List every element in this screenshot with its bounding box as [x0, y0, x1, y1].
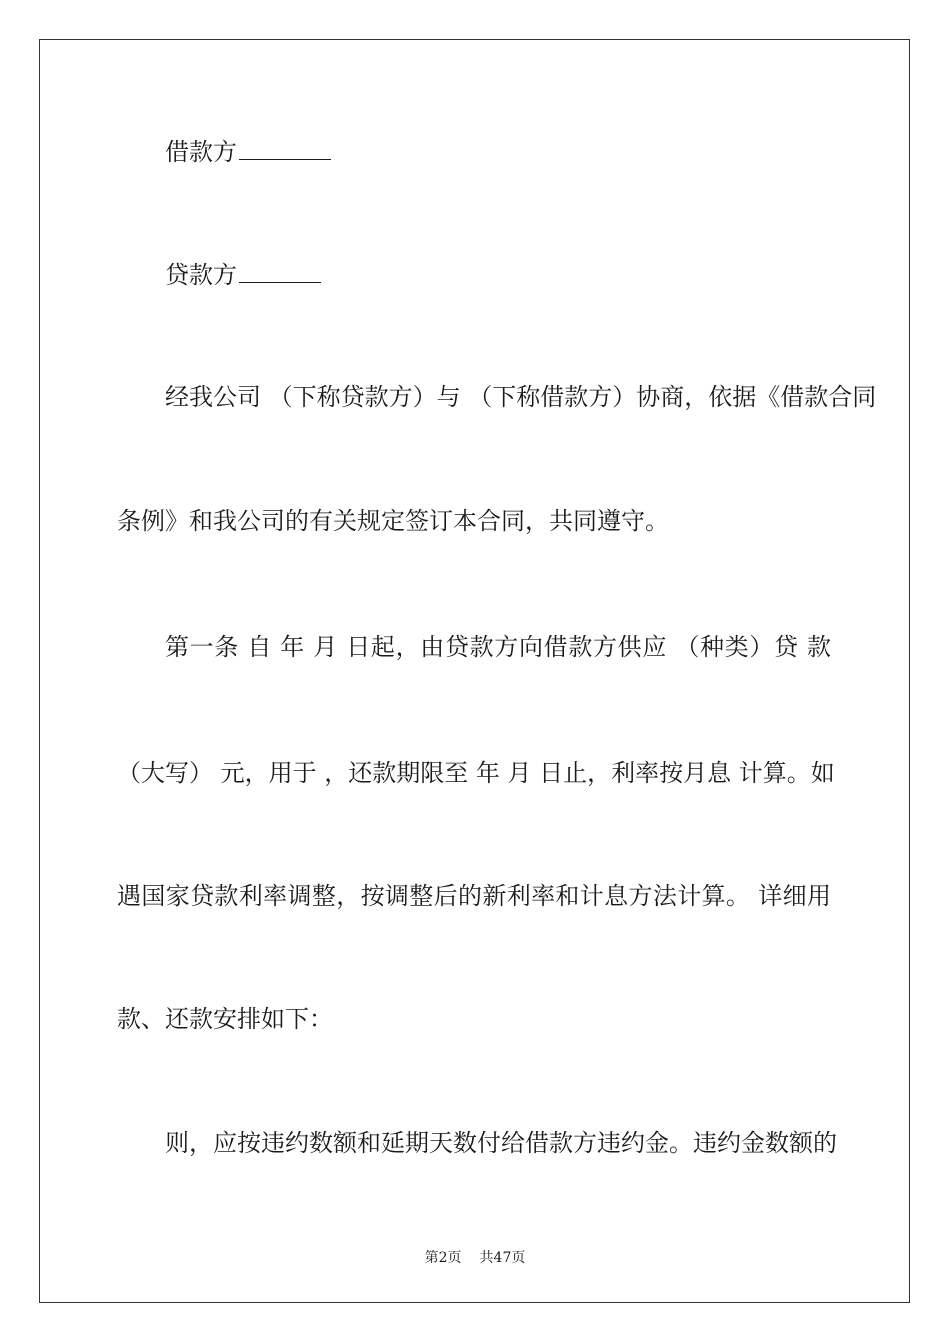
article-1-line-3: 遇国家贷款利率调整，按调整后的新利率和计息方法计算。 详细用	[117, 882, 831, 910]
page-number-total: 共47页	[479, 1250, 526, 1266]
lender-line	[165, 258, 321, 291]
page-border	[39, 39, 910, 1303]
lender-label: 贷款方	[165, 261, 237, 289]
article-1-line-2: （大写） 元，用于 ，还款期限至 年 月 日止，利率按月息 计算。如	[117, 759, 835, 787]
page-number-current: 第2页	[424, 1250, 462, 1266]
penalty-paragraph-line-1: 则，应按违约数额和延期天数付给借款方违约金。违约金数额的	[165, 1129, 837, 1157]
borrower-line	[165, 135, 331, 168]
borrower-label: 借款方	[165, 138, 237, 166]
intro-paragraph-line-1: 经我公司 （下称贷款方）与 （下称借款方）协商，依据《借款合同	[165, 383, 877, 411]
intro-paragraph-line-2: 条例》和我公司的有关规定签订本合同，共同遵守。	[117, 507, 669, 535]
borrower-blank	[239, 135, 331, 160]
article-1-line-1: 第一条 自 年 月 日起，由贷款方向借款方供应 （种类）贷 款	[165, 633, 831, 661]
article-1-line-4: 款、还款安排如下：	[117, 1005, 333, 1033]
lender-blank	[239, 258, 321, 283]
page-footer	[0, 1249, 950, 1267]
